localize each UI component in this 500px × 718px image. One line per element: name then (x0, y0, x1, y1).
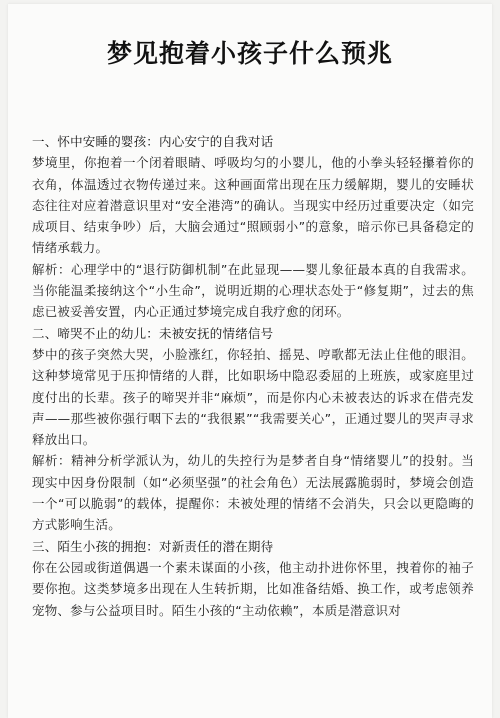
section-1-analysis: 解析：心理学中的“退行防御机制”在此显现——婴儿象征最本真的自我需求。当你能温柔接纳这个“小生命”，说明近期的心理状态处于“修复期”，过去的焦虑已被妥善安置，内心正通过梦境完成自我疗愈的闭环。 (32, 261, 474, 320)
section-heading-2: 二、啼哭不止的幼儿：未被安抚的情绪信号 (32, 325, 274, 341)
section-heading-1: 一、怀中安睡的婴孩：内心安宁的自我对话 (32, 134, 274, 149)
article-body (32, 131, 474, 621)
section-1-paragraph-1: 梦境里，你抱着一个闭着眼睛、呼吸均匀的小婴儿，他的小拳头轻轻攥着你的衣角，体温透过衣物传递过来。这种画面常出现在压力缓解期，婴儿的安睡状态往往对应着潜意识里对“安全港湾”的确认。当现实中经历过重要决定（如完成项目、结束争吵）后，大脑会通过“照顾弱小”的意象，暗示你已具备稳定的情绪承载力。 (32, 155, 474, 256)
section-3-paragraph-1: 你在公园或街道偶遇一个素未谋面的小孩，他主动扑进你怀里，拽着你的袖子要你抱。这类梦境多出现在人生转折期，比如准备结婚、换工作，或考虑领养宠物、参与公益项目时。陌生小孩的“主动依赖”，本质是潜意识对 (32, 559, 474, 618)
document-page (8, 4, 492, 718)
section-2-paragraph-1: 梦中的孩子突然大哭，小脸涨红，你轻拍、摇晃、哼歌都无法止住他的眼泪。这种梦境常见于压抑情绪的人群，比如职场中隐忍委屈的上班族，或家庭里过度付出的长辈。孩子的啼哭并非“麻烦”，而是你内心未被表达的诉求在借壳发声——那些被你强行咽下去的“我很累”“我需要关心”，正通过婴儿的哭声寻求释放出口。 (32, 346, 474, 448)
page-title: 梦见抱着小孩子什么预兆 (106, 39, 393, 68)
section-heading-3: 三、陌生小孩的拥抱：对新责任的潜在期待 (32, 538, 274, 554)
section-2-analysis: 解析：精神分析学派认为，幼儿的失控行为是梦者自身“情绪婴儿”的投射。当现实中因身份限制（如“必须坚强”的社会角色）无法展露脆弱时，梦境会创造一个“可以脆弱”的载体，提醒你：未被处理的情绪不会消失，只会以更隐晦的方式影响生活。 (32, 453, 474, 533)
